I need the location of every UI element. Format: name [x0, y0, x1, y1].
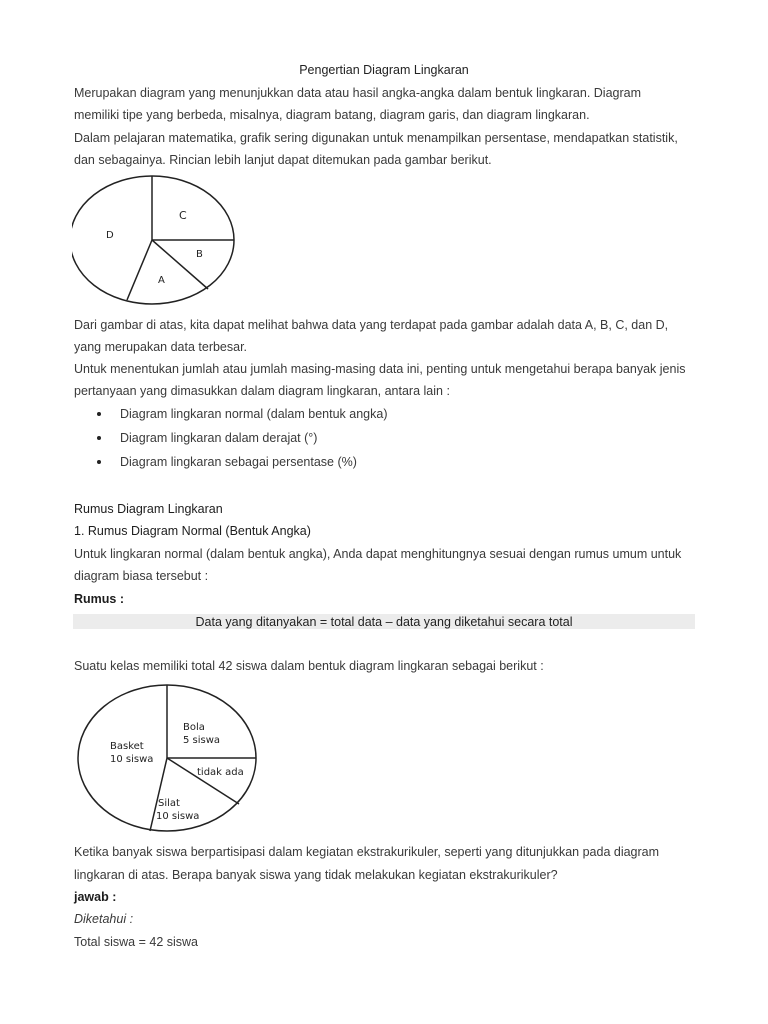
- bullet-dot-2: [97, 436, 101, 440]
- pie2-label-silat: Silat: [158, 798, 180, 809]
- after-pie1-line-3: Untuk menentukan jumlah atau jumlah masing-masing data ini, penting untuk mengetahui berapa banyak jenis: [74, 362, 686, 376]
- pie2-label-basket: Basket: [110, 741, 144, 752]
- page-title: Pengertian Diagram Lingkaran: [299, 63, 469, 77]
- normal-text-line-2: diagram biasa tersebut :: [74, 569, 209, 583]
- pie-chart-abcd: [72, 172, 246, 308]
- formula-text: Data yang ditanyakan = total data – data yang diketahui secara total: [195, 615, 573, 629]
- diketahui-label: Diketahui :: [74, 912, 134, 926]
- bullet-dot-1: [97, 412, 101, 416]
- pie-chart-extracurricular: [72, 680, 262, 838]
- pie1-label-a: A: [158, 275, 165, 286]
- rumus-label: Rumus :: [74, 592, 124, 606]
- pie2-value-basket: 10 siswa: [110, 754, 154, 765]
- intro-line-4: dan sebagainya. Rincian lebih lanjut dapat ditemukan pada gambar berikut.: [74, 153, 492, 167]
- bullet-item-2: Diagram lingkaran dalam derajat (°): [120, 431, 318, 445]
- pie1-label-d: D: [106, 230, 114, 241]
- after-pie1-line-2: yang merupakan data terbesar.: [74, 340, 248, 354]
- pie2-value-silat: 10 siswa: [156, 811, 200, 822]
- bullet-item-3: Diagram lingkaran sebagai persentase (%): [120, 455, 357, 469]
- normal-text-line-1: Untuk lingkaran normal (dalam bentuk angka), Anda dapat menghitungnya sesuai dengan rumus umum untuk: [74, 547, 682, 561]
- pie1-label-c: C: [179, 209, 187, 222]
- jawab-label: jawab :: [74, 890, 117, 904]
- pie1-label-b: B: [196, 249, 203, 260]
- bullet-dot-3: [97, 460, 101, 464]
- subsection-title: 1. Rumus Diagram Normal (Bentuk Angka): [74, 524, 311, 538]
- after-pie1-line-1: Dari gambar di atas, kita dapat melihat bahwa data yang terdapat pada gambar adalah data A, B, C, dan D,: [74, 318, 669, 332]
- pie2-label-tidak-ada: tidak ada: [197, 767, 244, 778]
- intro-line-1: Merupakan diagram yang menunjukkan data atau hasil angka-angka dalam bentuk lingkaran. Diagram: [74, 86, 642, 100]
- question-line-1: Ketika banyak siswa berpartisipasi dalam kegiatan ekstrakurikuler, seperti yang ditunjukkan pada diagram: [74, 845, 660, 859]
- pie2-value-bola: 5 siswa: [183, 735, 221, 746]
- intro-line-3: Dalam pelajaran matematika, grafik sering digunakan untuk menampilkan persentase, mendapatkan statistik,: [74, 131, 678, 145]
- intro-line-2: memiliki tipe yang berbeda, misalnya, diagram batang, diagram garis, dan diagram lingkaran.: [74, 108, 590, 122]
- example-intro: Suatu kelas memiliki total 42 siswa dalam bentuk diagram lingkaran sebagai berikut :: [74, 659, 544, 673]
- bullet-item-1: Diagram lingkaran normal (dalam bentuk angka): [120, 407, 388, 421]
- question-line-2: lingkaran di atas. Berapa banyak siswa yang tidak melakukan kegiatan ekstrakurikuler?: [74, 868, 558, 882]
- after-pie1-line-4: pertanyaan yang dimasukkan dalam diagram lingkaran, antara lain :: [74, 384, 450, 398]
- total-siswa: Total siswa = 42 siswa: [74, 935, 199, 949]
- pie2-label-bola: Bola: [183, 722, 205, 733]
- section-title: Rumus Diagram Lingkaran: [74, 502, 223, 516]
